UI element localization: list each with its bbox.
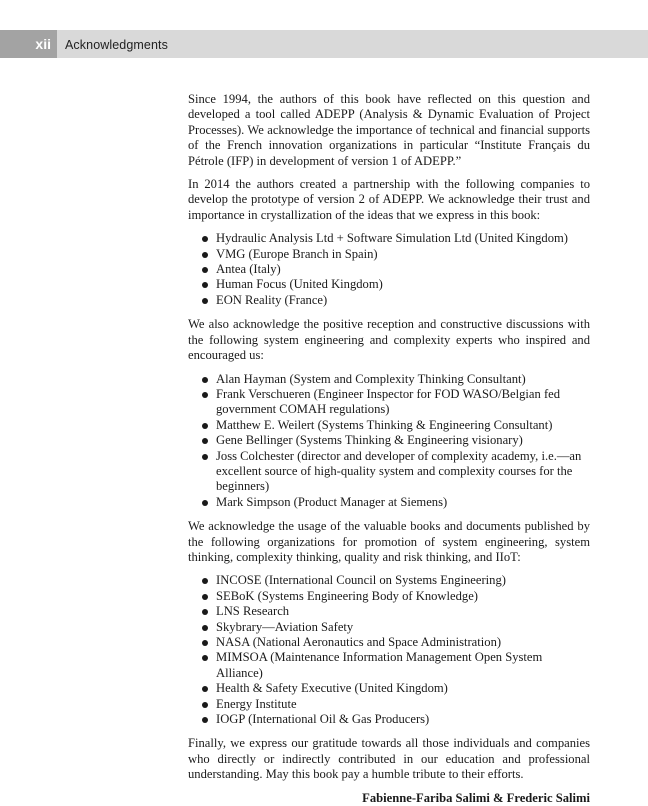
list-item bbox=[188, 293, 590, 308]
bullet-icon bbox=[202, 438, 208, 444]
list-item bbox=[188, 604, 590, 619]
list-item-text: MIMSOA (Maintenance Information Management Open System Alliance) bbox=[216, 650, 543, 680]
list-item bbox=[188, 277, 590, 292]
list-item bbox=[188, 231, 590, 246]
bullet-icon bbox=[202, 423, 208, 429]
bullet-icon bbox=[202, 298, 208, 304]
list-item bbox=[188, 449, 590, 495]
bullet-icon bbox=[202, 686, 208, 692]
list-item bbox=[188, 697, 590, 712]
paragraph-adepp-history: Since 1994, the authors of this book have reflected on this question and developed a tool called ADEPP (Analysis & Dynamic Evaluation of Project Processes). We acknowledge the importance of technical and financial supports of the French innovation organizations in particular “Institute Français du Pétrole (IFP) in development of version 1 of ADEPP.” bbox=[188, 92, 590, 168]
list-item-text: VMG (Europe Branch in Spain) bbox=[216, 246, 378, 261]
list-item-text: EON Reality (France) bbox=[216, 292, 328, 307]
list-item-text: Health & Safety Executive (United Kingdom) bbox=[216, 681, 448, 696]
list-item-text: Alan Hayman (System and Complexity Thinking Consultant) bbox=[216, 371, 526, 386]
list-item bbox=[188, 247, 590, 262]
list-item-text: Joss Colchester (director and developer of complexity academy, i.e.—an excellent source of high-quality system and complexity courses for the beginners) bbox=[216, 448, 582, 494]
list-item bbox=[188, 262, 590, 277]
page-body bbox=[188, 92, 590, 806]
list-item bbox=[188, 433, 590, 448]
running-head-title: Acknowledgments bbox=[65, 38, 168, 52]
running-header-bar bbox=[0, 30, 648, 58]
list-item bbox=[188, 418, 590, 433]
list-item bbox=[188, 650, 590, 681]
experts-list bbox=[188, 372, 590, 511]
list-item-text: Mark Simpson (Product Manager at Siemens) bbox=[216, 494, 448, 509]
bullet-icon bbox=[202, 655, 208, 661]
paragraph-gratitude: Finally, we express our gratitude towards all those individuals and companies who directly or indirectly contributed in our education and professional understanding. May this book pay a humble tribute to their efforts. bbox=[188, 736, 590, 782]
list-item-text: Hydraulic Analysis Ltd + Software Simulation Ltd (United Kingdom) bbox=[216, 231, 568, 246]
list-item bbox=[188, 712, 590, 727]
bullet-icon bbox=[202, 454, 208, 460]
list-item bbox=[188, 387, 590, 418]
paragraph-partnership: In 2014 the authors created a partnership with the following companies to develop the prototype of version 2 of ADEPP. We acknowledge their trust and importance in crystallization of the ideas that we express in this book: bbox=[188, 177, 590, 222]
list-item-text: INCOSE (International Council on Systems Engineering) bbox=[216, 573, 506, 588]
bullet-icon bbox=[202, 282, 208, 288]
bullet-icon bbox=[202, 609, 208, 615]
bullet-icon bbox=[202, 578, 208, 584]
list-item-text: Skybrary—Aviation Safety bbox=[216, 619, 354, 634]
bullet-icon bbox=[202, 702, 208, 708]
list-item bbox=[188, 495, 590, 510]
authors-signature: Fabienne-Fariba Salimi & Frederic Salimi bbox=[362, 790, 590, 805]
list-item bbox=[188, 635, 590, 650]
list-item-text: IOGP (International Oil & Gas Producers) bbox=[216, 712, 430, 727]
list-item-text: Matthew E. Weilert (Systems Thinking & Engineering Consultant) bbox=[216, 417, 553, 432]
list-item-text: NASA (National Aeronautics and Space Administration) bbox=[216, 635, 502, 649]
bullet-icon bbox=[202, 236, 208, 242]
companies-list bbox=[188, 231, 590, 308]
page-number: xii bbox=[0, 30, 57, 58]
list-item-text: SEBoK (Systems Engineering Body of Knowledge) bbox=[216, 588, 478, 603]
list-item bbox=[188, 589, 590, 604]
paragraph-experts-intro: We also acknowledge the positive reception and constructive discussions with the following system engineering and complexity experts who inspired and encouraged us: bbox=[188, 317, 590, 363]
list-item-text: LNS Research bbox=[216, 604, 290, 619]
list-item bbox=[188, 573, 590, 588]
list-item-text: Frank Verschueren (Engineer Inspector for FOD WASO/Belgian fed government COMAH regulations) bbox=[216, 386, 561, 417]
bullet-icon bbox=[202, 252, 208, 258]
bullet-icon bbox=[202, 377, 208, 383]
list-item bbox=[188, 681, 590, 696]
list-item-text: Energy Institute bbox=[216, 696, 297, 711]
list-item-text: Antea (Italy) bbox=[216, 262, 281, 277]
list-item-text: Human Focus (United Kingdom) bbox=[216, 277, 383, 292]
bullet-icon bbox=[202, 500, 208, 506]
paragraph-organizations-intro: We acknowledge the usage of the valuable books and documents published by the following organizations for promotion of system engineering, system thinking, complexity thinking, quality and risk thinking, and IIoT: bbox=[188, 519, 590, 564]
bullet-icon bbox=[202, 717, 208, 723]
list-item bbox=[188, 620, 590, 635]
list-item-text: Gene Bellinger (Systems Thinking & Engineering visionary) bbox=[216, 433, 523, 448]
bullet-icon bbox=[202, 625, 208, 631]
organizations-list bbox=[188, 573, 590, 727]
bullet-icon bbox=[202, 640, 208, 646]
bullet-icon bbox=[202, 392, 208, 398]
list-item bbox=[188, 372, 590, 387]
bullet-icon bbox=[202, 267, 208, 273]
bullet-icon bbox=[202, 594, 208, 600]
